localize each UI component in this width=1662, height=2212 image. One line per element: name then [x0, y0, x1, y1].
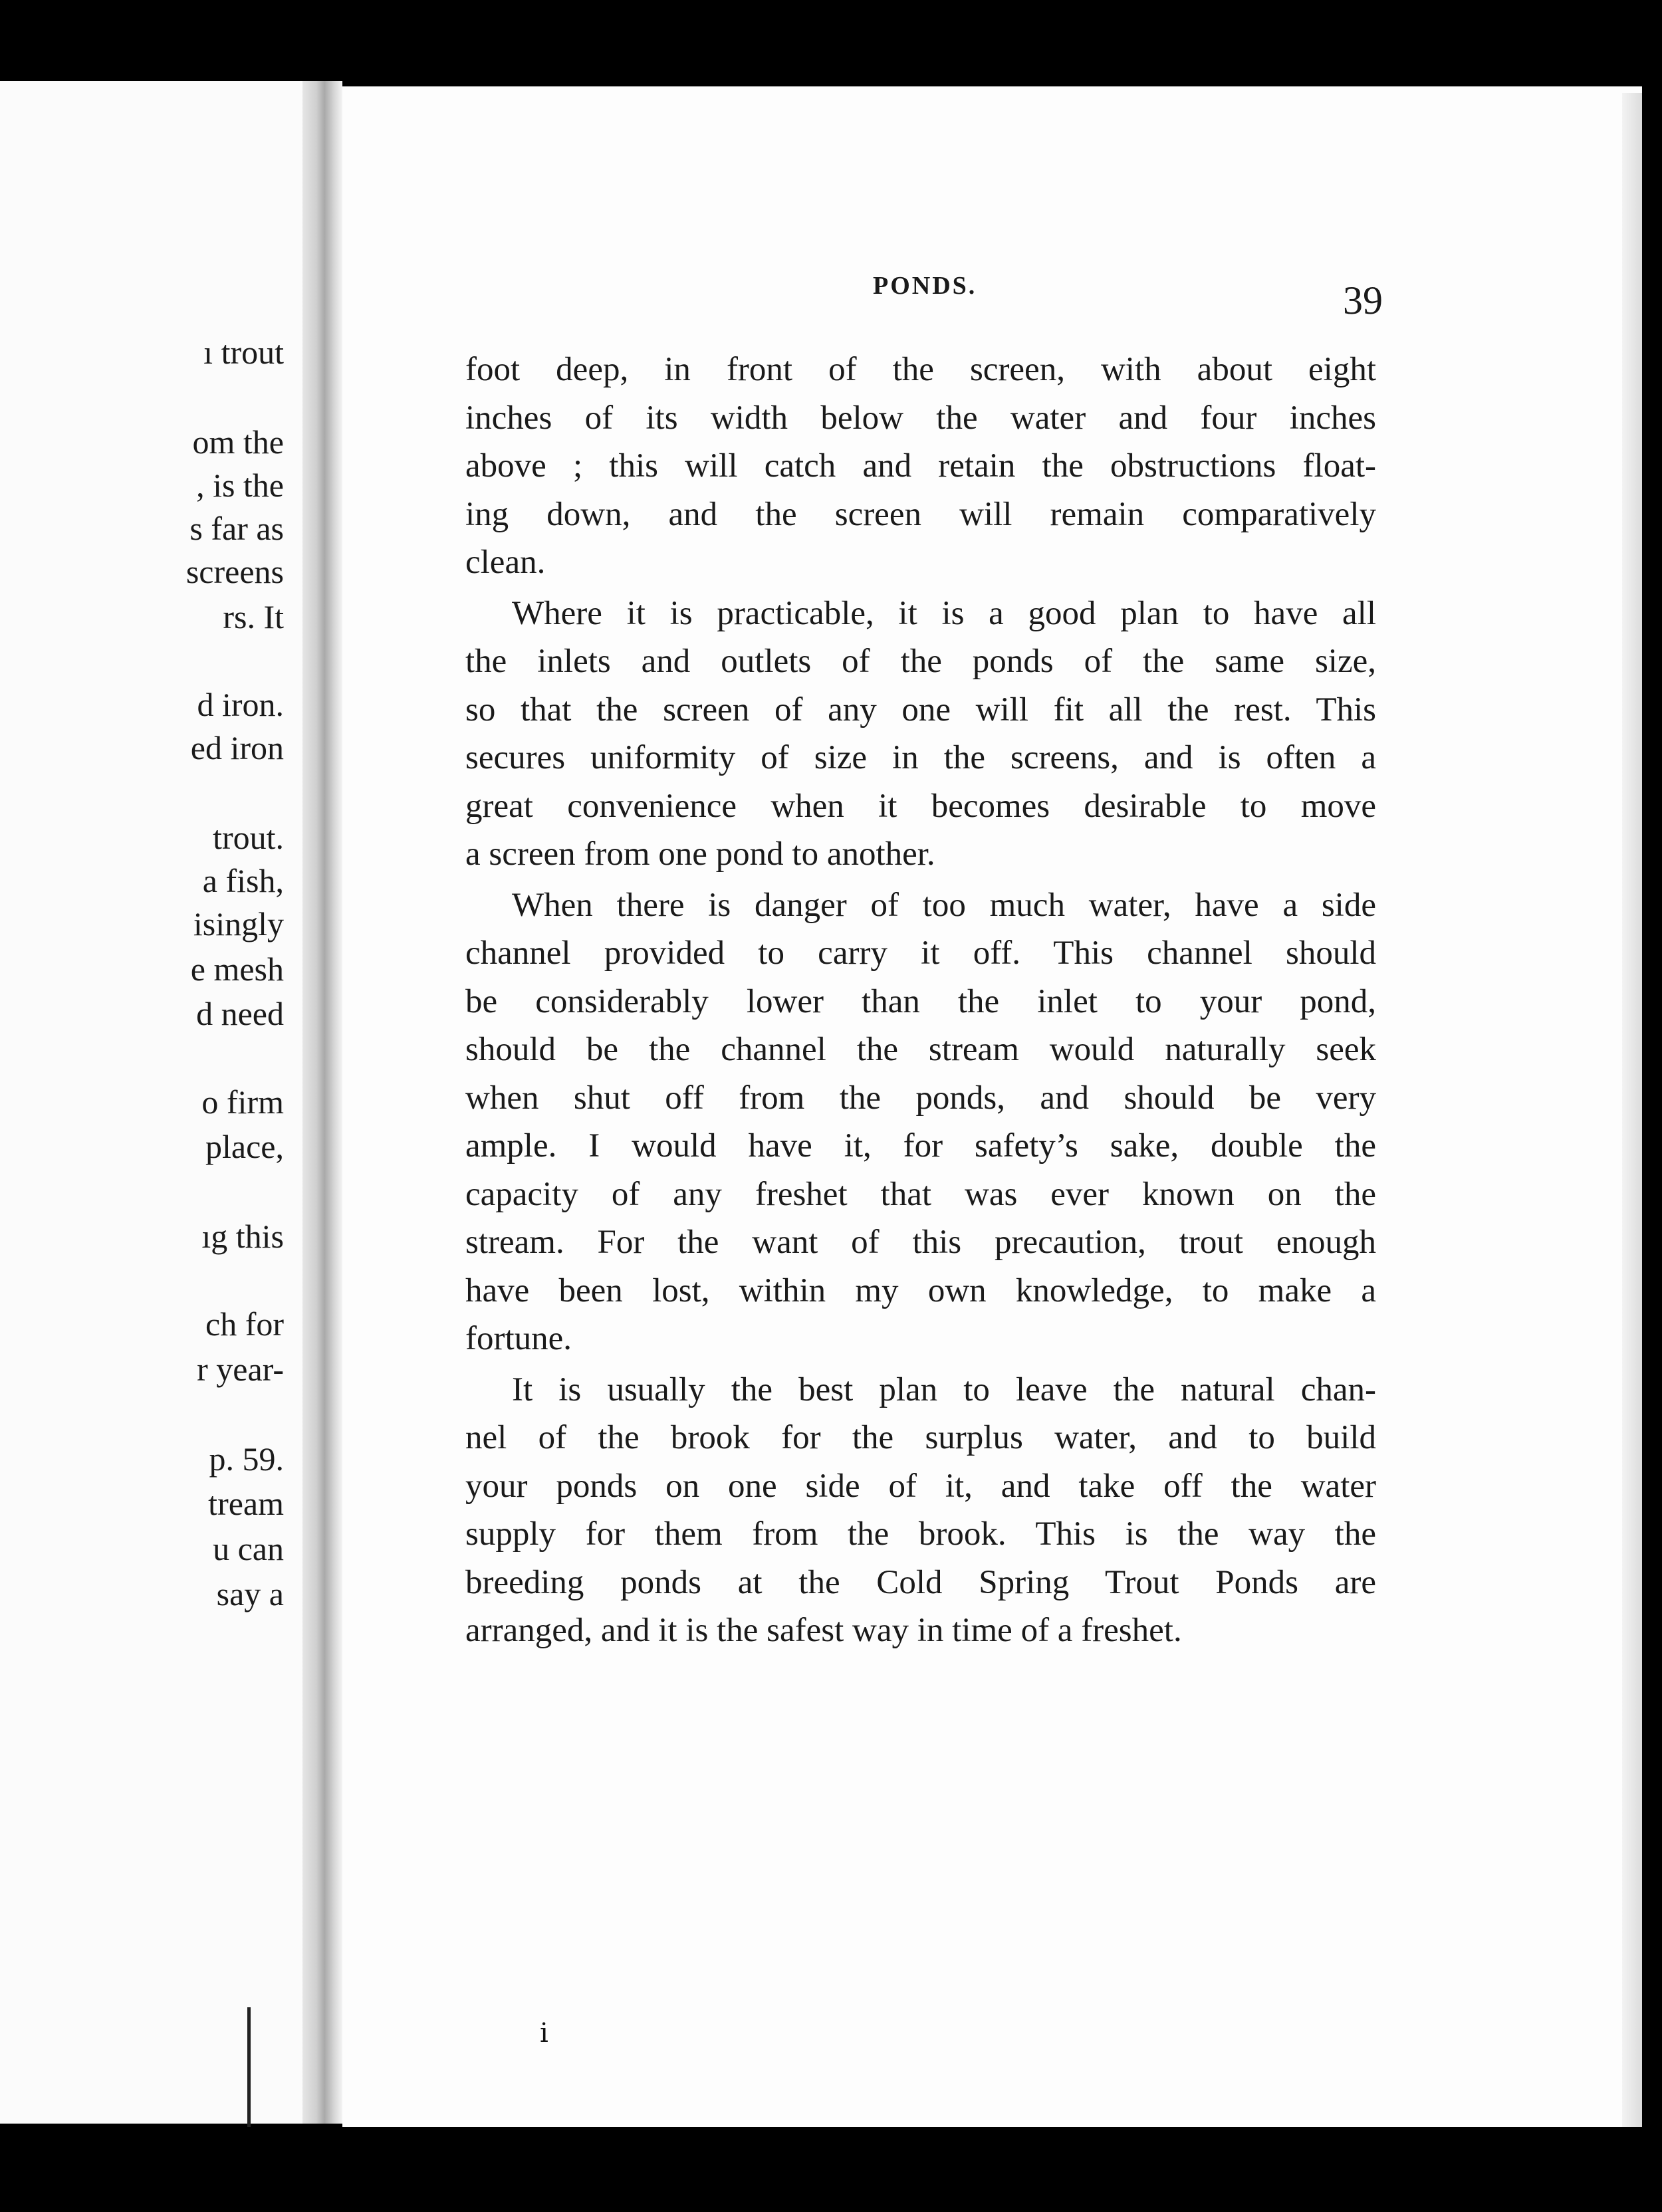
paragraph-line: supply for them from the brook. This is the way the: [465, 1515, 1376, 1553]
left-page-text-fragment: isingly: [193, 905, 284, 942]
paragraph-line: ample. I would have it, for safety’s sake, double the: [465, 1127, 1376, 1164]
left-page-text-fragment: say a: [216, 1575, 284, 1612]
paragraph-line: When there is danger of too much water, have a side: [512, 886, 1376, 924]
left-page-text-fragment: place,: [205, 1128, 284, 1165]
left-page-text-fragment: trout.: [213, 819, 284, 856]
paragraph-line: nel of the brook for the surplus water, and to build: [465, 1419, 1376, 1456]
left-page-text-fragment: d need: [196, 995, 284, 1032]
body-text: [465, 346, 1376, 1655]
left-page-text-fragment: ıg this: [201, 1218, 284, 1255]
left-page-text-fragment: tream: [208, 1485, 284, 1522]
paragraph-line: your ponds on one side of it, and take off the water: [465, 1467, 1376, 1505]
running-head: PONDS.: [873, 272, 977, 300]
left-page-text-fragment: screens: [185, 553, 284, 590]
left-page-text-fragment: u can: [213, 1530, 284, 1567]
paragraph-line: a screen from one pond to another.: [465, 835, 935, 873]
paragraph-line: be considerably lower than the inlet to your pond,: [465, 982, 1376, 1020]
paragraph-line: Where it is practicable, it is a good plan to have all: [512, 594, 1376, 632]
page-edge-mark: [247, 2007, 251, 2127]
page-edge-shadow: [1622, 93, 1642, 2127]
paragraph-line: foot deep, in front of the screen, with about eight: [465, 351, 1376, 388]
paragraph-line: so that the screen of any one will fit all the rest. This: [465, 691, 1376, 728]
paragraph-line: It is usually the best plan to leave the natural chan-: [512, 1371, 1376, 1408]
left-page-text-fragment: e mesh: [190, 950, 284, 988]
left-page-text-fragment: ed iron: [190, 729, 284, 766]
paragraph-line: breeding ponds at the Cold Spring Trout Ponds are: [465, 1563, 1376, 1601]
paragraph-line: when shut off from the ponds, and should be very: [465, 1079, 1376, 1117]
paragraph-line: clean.: [465, 544, 546, 581]
left-page-text-fragment: r year-: [197, 1351, 284, 1388]
left-page-text-fragment: d iron.: [197, 686, 284, 723]
paragraph-line: ing down, and the screen will remain comparatively: [465, 495, 1376, 533]
paragraph-line: inches of its width below the water and four inches: [465, 399, 1376, 437]
left-page-text-fragment: o firm: [201, 1083, 284, 1121]
paragraph-line: the inlets and outlets of the ponds of the same size,: [465, 643, 1376, 680]
scan-speck: ⅰ: [540, 2018, 548, 2048]
left-page-text-fragment: , is the: [196, 467, 284, 504]
page-gutter: [302, 81, 342, 2124]
paragraph-line: secures uniformity of size in the screens, and is often a: [465, 739, 1376, 776]
paragraph-line: above ; this will catch and retain the obstructions float-: [465, 447, 1376, 485]
left-page-text-fragment: ı trout: [203, 334, 284, 371]
paragraph-line: arranged, and it is the safest way in time of a freshet.: [465, 1612, 1182, 1649]
left-page-text-fragment: rs. It: [223, 598, 284, 635]
paragraph-line: should be the channel the stream would naturally seek: [465, 1031, 1376, 1068]
left-page-text-fragment: a fish,: [202, 862, 284, 899]
left-page-text-fragment: p. 59.: [209, 1440, 284, 1478]
paragraph-line: capacity of any freshet that was ever known on the: [465, 1175, 1376, 1213]
paragraph-line: fortune.: [465, 1320, 572, 1357]
paragraph-line: have been lost, within my own knowledge, to make a: [465, 1272, 1376, 1309]
paragraph-line: great convenience when it becomes desirable to move: [465, 787, 1376, 825]
left-page-text-fragment: ch for: [205, 1305, 284, 1343]
paragraph-line: channel provided to carry it off. This channel should: [465, 935, 1376, 972]
page-number: 39: [1343, 278, 1383, 322]
left-page-text-fragment: om the: [192, 423, 284, 461]
previous-page: [0, 81, 302, 2124]
paragraph-line: stream. For the want of this precaution, trout enough: [465, 1224, 1376, 1261]
left-page-text-fragment: s far as: [189, 510, 284, 547]
